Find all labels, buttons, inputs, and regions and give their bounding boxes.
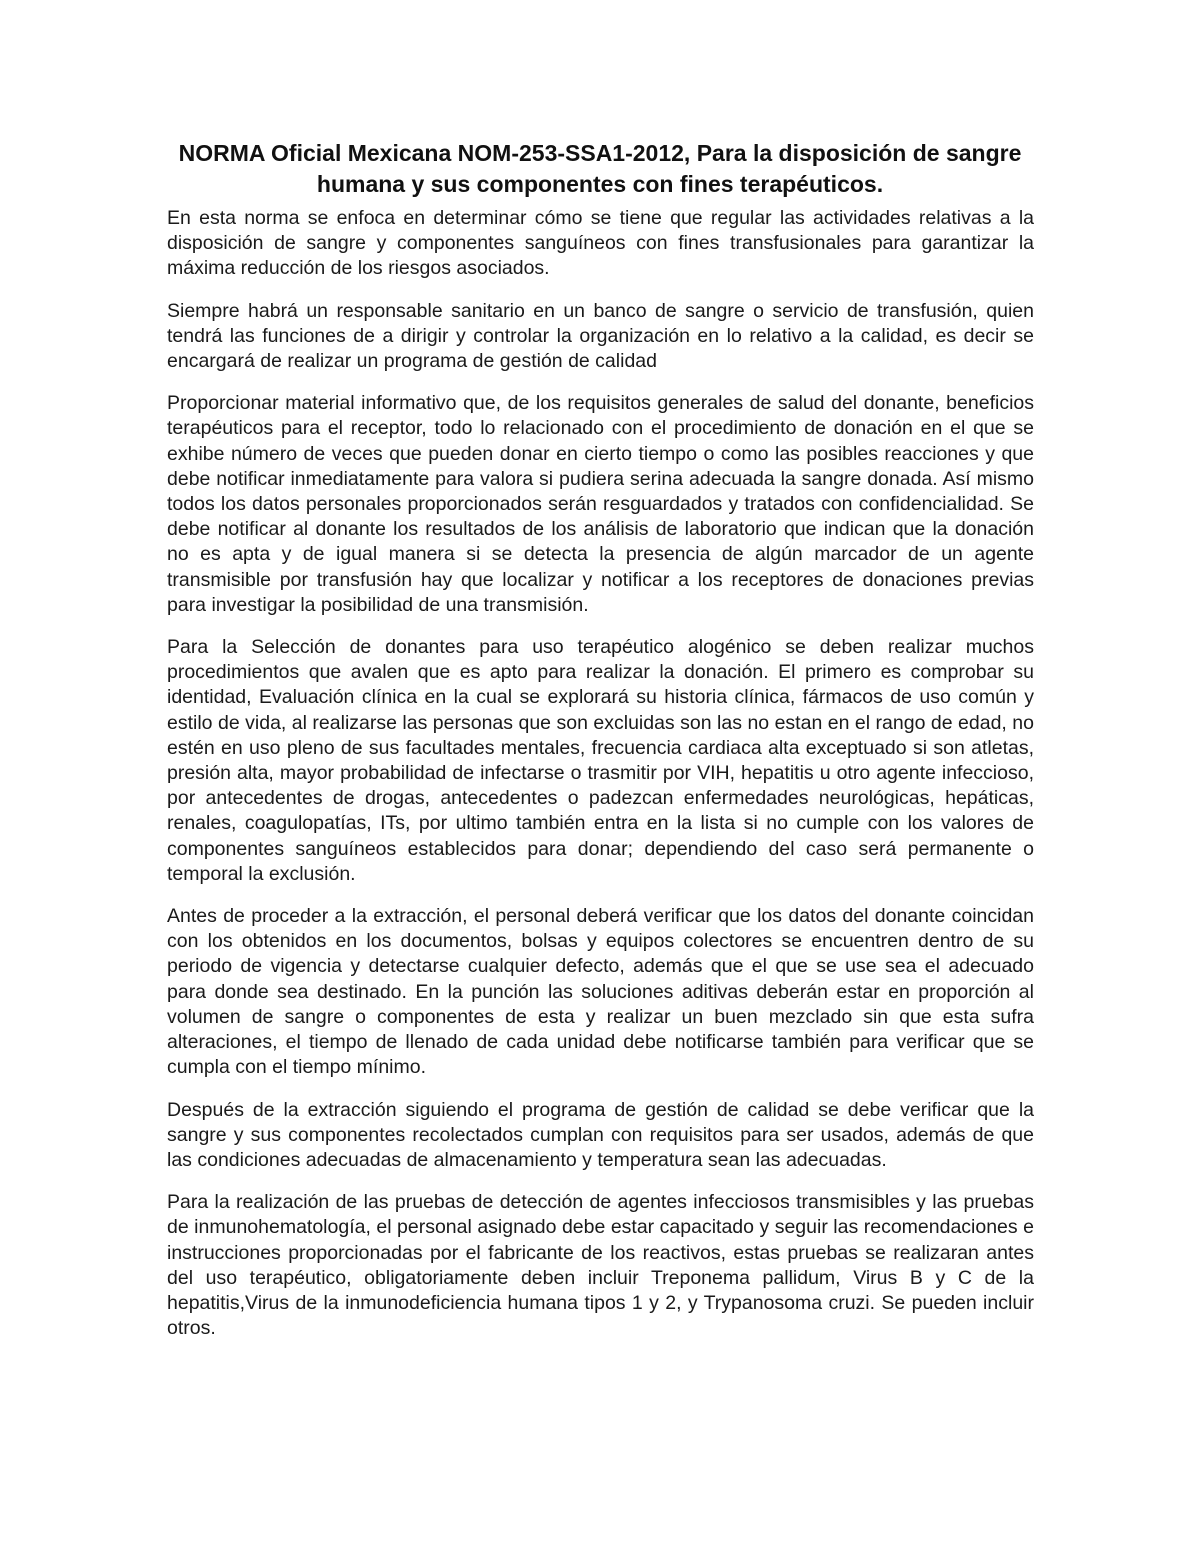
paragraph-extraction: Antes de proceder a la extracción, el personal deberá verificar que los datos del donante coincidan con los obtenidos en los documentos, bolsas y equipos colectores se encuentren dentro de su periodo de vigencia y detectarse cualquier defecto, además que el que se use sea el adecuado para donde sea destinado. En la punción las soluciones aditivas deberán estar en proporción al volumen de sangre o componentes de esta y realizar un buen mezclado sin que esta sufra alteraciones, el tiempo de llenado de cada unidad debe notificarse también para verificar que se cumpla con el tiempo mínimo.: [167, 905, 1034, 1079]
paragraph-purpose: En esta norma se enfoca en determinar cómo se tiene que regular las actividades relativas a la disposición de sangre y componentes sanguíneos con fines transfusionales para garantizar la máxima reducción de los riesgos asociados.: [167, 207, 1034, 280]
paragraph-donor-selection: Para la Selección de donantes para uso terapéutico alogénico se deben realizar muchos procedimientos que avalen que es apto para realizar la donación. El primero es comprobar su identidad, Evaluación clínica en la cual se explorará su historia clínica, fármacos de uso común y estilo de vida, al realizarse las personas que son excluidas son las no estan en el rango de edad, no estén en uso pleno de sus facultades mentales, frecuencia cardiaca alta exceptuado si son atletas, presión alta, mayor probabilidad de infectarse o trasmitir por VIH, hepatitis u otro agente infeccioso, por antecedentes de drogas, antecedentes o padezcan enfermedades neurológicas, hepáticas, renales, coagulopatías, ITs, por ultimo también entra en la lista si no cumple con los valores de componentes sanguíneos establecidos para donar; dependiendo del caso será permanente o temporal la exclusión.: [167, 636, 1034, 885]
paragraph-information: Proporcionar material informativo que, de los requisitos generales de salud del donante, beneficios terapéuticos para el receptor, todo lo relacionado con el procedimiento de donación en el que se exhibe número de veces que pueden donar en cierto tiempo o como las posibles reacciones y que debe notificar inmediatamente para valora si pudiera serina adecuada la sangre donada. Así mismo todos los datos personales proporcionados serán resguardados y tratados con confidencialidad. Se debe notificar al donante los resultados de los análisis de laboratorio que indican que la donación no es apta y de igual manera si se detecta la presencia de algún marcador de un agente transmisible por transfusión hay que localizar y notificar a los receptores de donaciones previas para investigar la posibilidad de una transmisión.: [167, 392, 1034, 616]
document-title: NORMA Oficial Mexicana NOM-253-SSA1-2012, Para la disposición de sangre humana y sus componentes con fines terapéuticos.: [178, 140, 1022, 197]
paragraph-responsible: Siempre habrá un responsable sanitario en un banco de sangre o servicio de transfusión, quien tendrá las funciones de a dirigir y controlar la organización en lo relativo a la calidad, es decir se encargará de realizar un programa de gestión de calidad: [167, 299, 1034, 373]
document-body: [167, 206, 1034, 1358]
paragraph-testing: Para la realización de las pruebas de detección de agentes infecciosos transmisibles y las pruebas de inmunohematología, el personal asignado debe estar capacitado y seguir las recomendaciones e instrucciones proporcionadas por el fabricante de los reactivos, estas pruebas se realizaran antes del uso terapéutico, obligatoriamente deben incluir Treponema pallidum, Virus B y C de la hepatitis,Virus de la inmunodeficiencia humana tipos 1 y 2, y Trypanosoma cruzi. Se pueden incluir otros.: [167, 1191, 1034, 1340]
paragraph-post-extraction: Después de la extracción siguiendo el programa de gestión de calidad se debe verificar que la sangre y sus componentes recolectados cumplan con requisitos para ser usados, además de que las condiciones adecuadas de almacenamiento y temperatura sean las adecuadas.: [167, 1098, 1034, 1171]
